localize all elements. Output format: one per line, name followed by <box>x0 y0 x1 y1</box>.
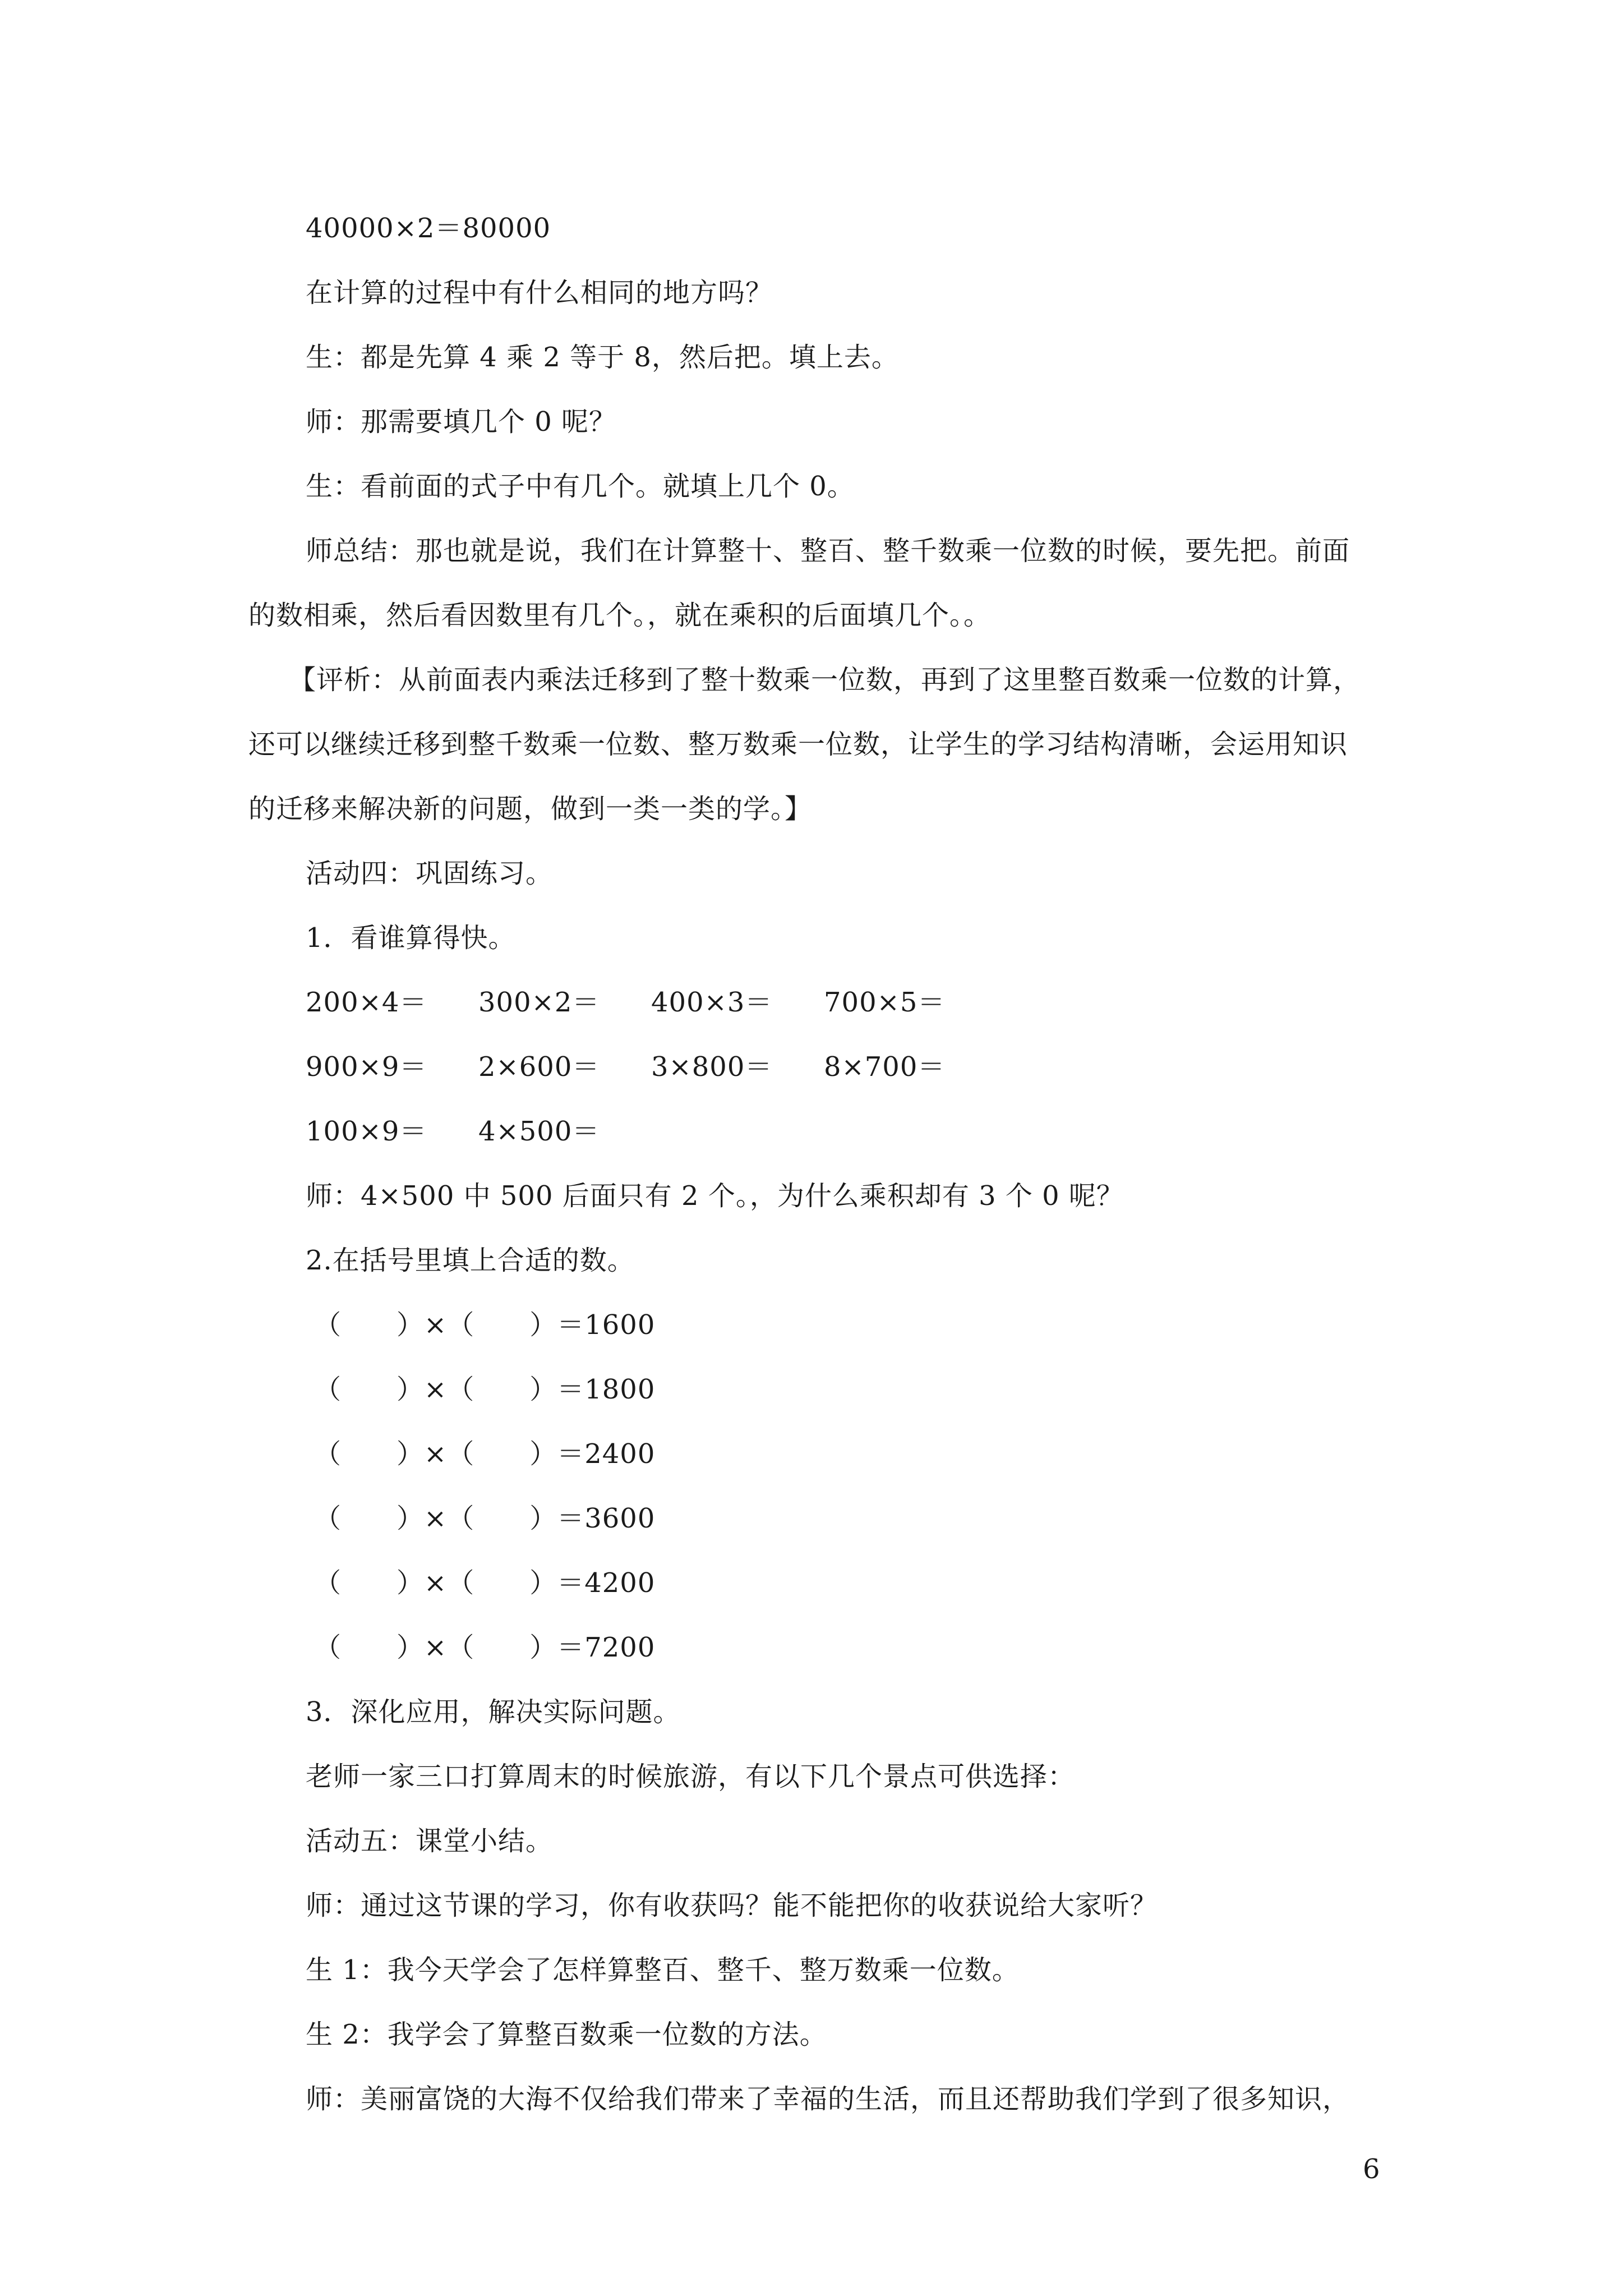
summary-line-continued: 的数相乘，然后看因数里有几个。，就在乘积的后面填几个。。 <box>248 600 992 631</box>
fill-blank-item: （ ）×（ ）＝3600 <box>314 1503 656 1534</box>
calc-item: 4×500＝ <box>478 1116 600 1147</box>
calc-item: 2×600＝ <box>478 1051 600 1083</box>
calc-item: 900×9＝ <box>306 1051 427 1083</box>
teacher-line: 师：美丽富饶的大海不仅给我们带来了幸福的生活，而且还帮助我们学到了很多知识， <box>306 2083 1350 2115</box>
calc-item: 400×3＝ <box>651 987 773 1018</box>
paragraph-line: 在计算的过程中有什么相同的地方吗？ <box>306 277 773 309</box>
student-line: 生 1：我今天学会了怎样算整百、整千、整万数乘一位数。 <box>306 1954 1020 1986</box>
student-line: 生：都是先算 4 乘 2 等于 8，然后把。填上去。 <box>306 342 899 373</box>
exercise-heading: 3．深化应用，解决实际问题。 <box>306 1696 681 1728</box>
commentary-line-end: 的迁移来解决新的问题，做到一类一类的学。】 <box>248 793 813 825</box>
activity-heading: 活动四：巩固练习。 <box>306 858 554 889</box>
teacher-question: 师：4×500 中 500 后面只有 2 个。，为什么乘积却有 3 个 0 呢？ <box>306 1180 1124 1212</box>
calc-item: 700×5＝ <box>824 987 946 1018</box>
calc-item: 3×800＝ <box>651 1051 773 1083</box>
summary-line: 师总结：那也就是说，我们在计算整十、整百、整千数乘一位数的时候，要先把。前面 <box>306 535 1350 567</box>
fill-blank-item: （ ）×（ ）＝2400 <box>314 1438 656 1470</box>
commentary-line: 【评析：从前面表内乘法迁移到了整十数乘一位数，再到了这里整百数乘一位数的计算， <box>289 664 1361 696</box>
student-line: 生 2：我学会了算整百数乘一位数的方法。 <box>306 2019 827 2050</box>
fill-blank-item: （ ）×（ ）＝7200 <box>314 1632 656 1663</box>
commentary-line-continued: 还可以继续迁移到整千数乘一位数、整万数乘一位数，让学生的学习结构清晰，会运用知识 <box>248 729 1348 760</box>
teacher-line: 师：那需要填几个 0 呢？ <box>306 406 617 438</box>
activity-heading: 活动五：课堂小结。 <box>306 1825 554 1857</box>
calc-item: 8×700＝ <box>824 1051 946 1083</box>
fill-blank-item: （ ）×（ ）＝1600 <box>314 1309 656 1341</box>
fill-blank-item: （ ）×（ ）＝4200 <box>314 1567 656 1599</box>
page-number: 6 <box>1363 2154 1380 2185</box>
calc-item: 100×9＝ <box>306 1116 427 1147</box>
equation-line: 40000×2＝80000 <box>306 213 551 244</box>
exercise-heading: 2.在括号里填上合适的数。 <box>306 1245 635 1276</box>
paragraph-line: 老师一家三口打算周末的时候旅游，有以下几个景点可供选择： <box>306 1761 1076 1792</box>
fill-blank-item: （ ）×（ ）＝1800 <box>314 1374 656 1405</box>
exercise-heading: 1．看谁算得快。 <box>306 922 516 954</box>
teacher-line: 师：通过这节课的学习，你有收获吗？能不能把你的收获说给大家听？ <box>306 1890 1158 1921</box>
calc-item: 300×2＝ <box>478 987 600 1018</box>
student-line: 生：看前面的式子中有几个。就填上几个 0。 <box>306 471 855 502</box>
calc-item: 200×4＝ <box>306 987 427 1018</box>
